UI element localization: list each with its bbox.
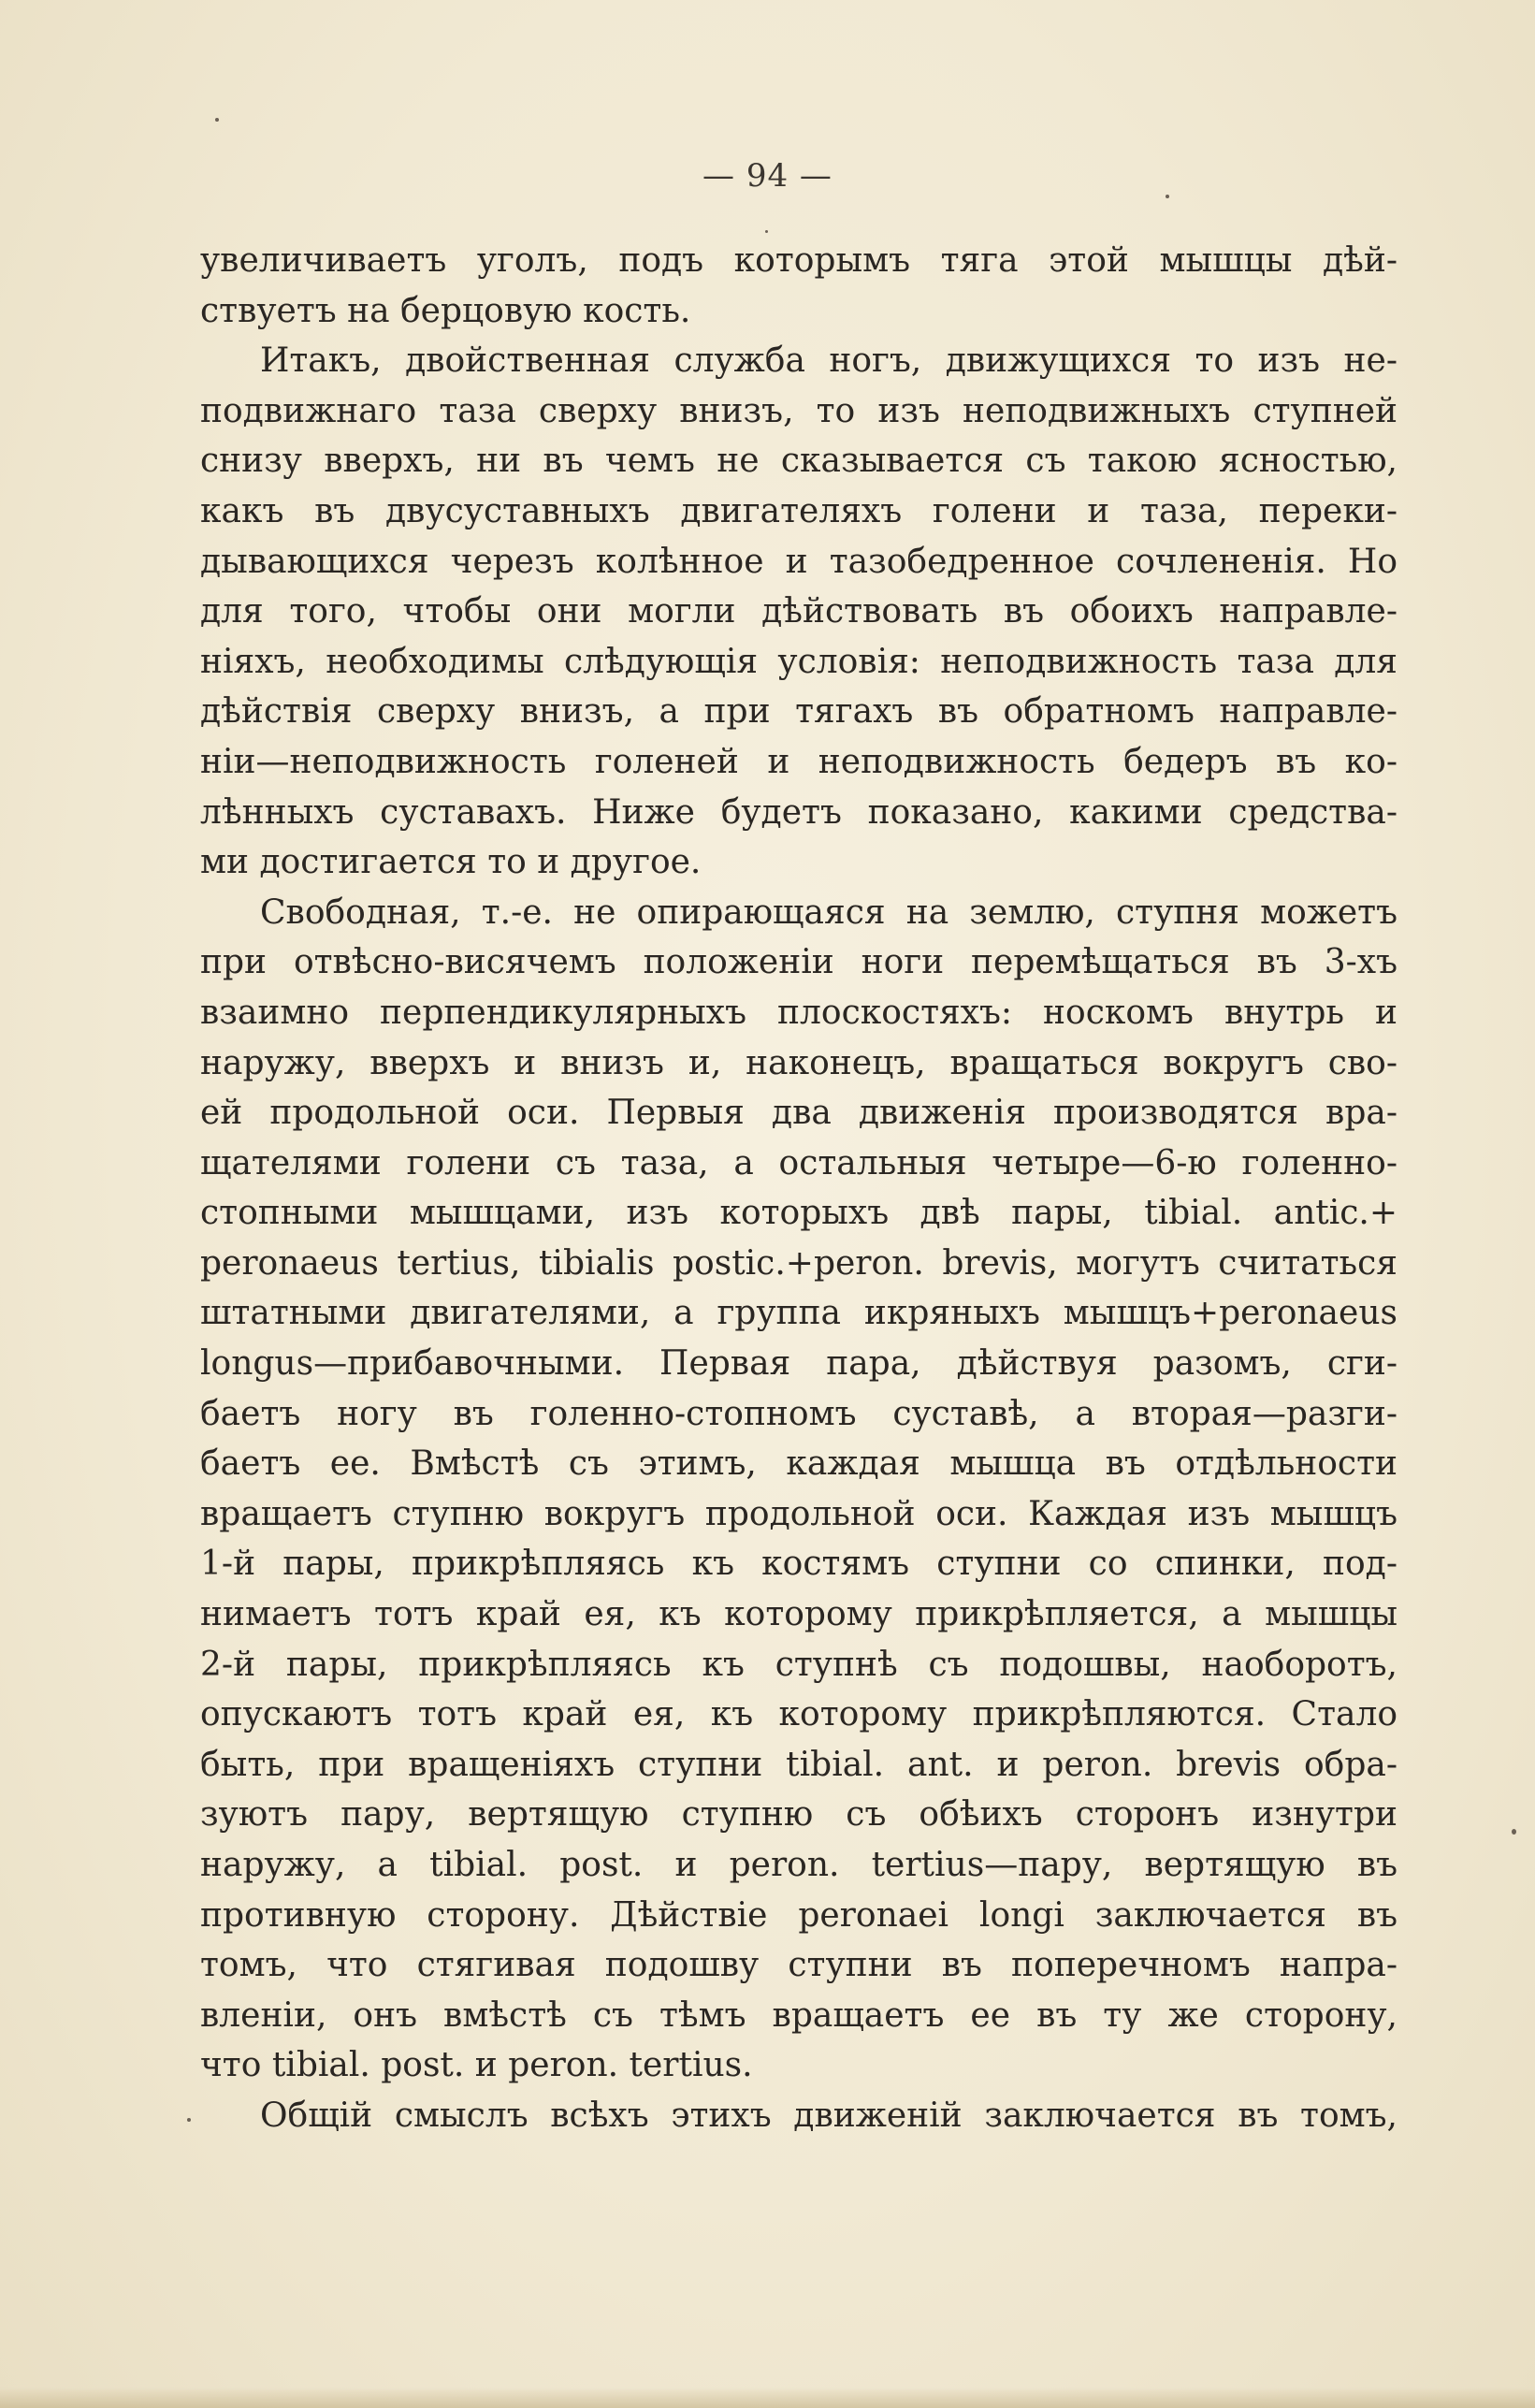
ink-speck: [215, 118, 219, 122]
text-line: противную сторону. Дѣйствіе peronaei longi заключается въ: [200, 1895, 1397, 1935]
text-line: баетъ ее. Вмѣстѣ съ этимъ, каждая мышца въ отдѣльности: [200, 1444, 1397, 1484]
ink-speck: [765, 230, 768, 233]
text-line: наружу, вверхъ и внизъ и, наконецъ, вращаться вокругъ сво-: [200, 1043, 1397, 1082]
text-line: лѣнныхъ суставахъ. Ниже будетъ показано, какими средства-: [200, 792, 1397, 832]
text-line: 1-й пары, прикрѣпляясь къ костямъ ступни со спинки, под-: [200, 1545, 1397, 1584]
text-line: увеличиваетъ уголъ, подъ которымъ тяга этой мышцы дѣй-: [200, 241, 1397, 280]
text-line: Свободная, т.-е. не опирающаяся на землю, ступня можетъ: [260, 892, 1397, 932]
text-line: стопными мышцами, изъ которыхъ двѣ пары, tibial. antic.+: [200, 1194, 1397, 1233]
text-line: Итакъ, двойственная служба ногъ, движущихся то изъ не-: [260, 341, 1397, 381]
text-line: нимаетъ тотъ край ея, къ которому прикрѣпляется, а мышцы: [200, 1595, 1397, 1634]
text-line: наружу, а tibial. post. и peron. tertius—пару, вертящую въ: [200, 1846, 1397, 1884]
text-line: ніяхъ, необходимы слѣдующія условія: неподвижность таза для: [200, 642, 1397, 681]
text-line: подвижнаго таза сверху внизъ, то изъ неподвижныхъ ступней: [200, 391, 1397, 430]
text-line: дѣйствія сверху внизъ, а при тягахъ въ обратномъ направле-: [200, 692, 1397, 732]
text-line: снизу вверхъ, ни въ чемъ не сказывается съ такою ясностью,: [200, 442, 1397, 481]
text-line: дывающихся черезъ колѣнное и тазобедренное сочлененія. Но: [200, 542, 1397, 581]
ink-speck: [1166, 195, 1169, 198]
ink-speck: [1512, 1829, 1516, 1835]
text-line: 2-й пары, прикрѣпляясь къ ступнѣ съ подошвы, наоборотъ,: [200, 1645, 1397, 1684]
page-number: — 94 —: [702, 157, 833, 195]
text-line: быть, при вращеніяхъ ступни tibial. ant. и peron. brevis обра-: [200, 1745, 1397, 1784]
text-line: взаимно перпендикулярныхъ плоскостяхъ: носкомъ внутрь и: [200, 993, 1397, 1032]
text-line: вращаетъ ступню вокругъ продольной оси. Каждая изъ мышцъ: [200, 1494, 1397, 1533]
text-line: Общій смыслъ всѣхъ этихъ движеній заключается въ томъ,: [260, 2096, 1397, 2135]
text-line: опускаютъ тотъ край ея, къ которому прикрѣпляются. Стало: [200, 1695, 1397, 1734]
text-line: томъ, что стягивая подошву ступни въ поперечномъ напра-: [200, 1946, 1397, 1985]
text-line: какъ въ двусуставныхъ двигателяхъ голени и таза, переки-: [200, 491, 1397, 530]
text-line: штатными двигателями, а группа икряныхъ мышцъ+peronaeus: [200, 1294, 1397, 1333]
text-line: ей продольной оси. Первыя два движенія производятся вра-: [200, 1094, 1397, 1133]
text-line: ми достигается то и другое.: [200, 843, 702, 882]
text-line: баетъ ногу въ голенно-стопномъ суставѣ, а вторая—разги-: [200, 1394, 1397, 1433]
text-line: peronaeus tertius, tibialis postic.+peron. brevis, могутъ считаться: [200, 1243, 1397, 1283]
text-line: вленіи, онъ вмѣстѣ съ тѣмъ вращаетъ ее въ ту же сторону,: [200, 1995, 1397, 2035]
text-line: при отвѣсно-висячемъ положеніи ноги перемѣщаться въ 3-хъ: [200, 943, 1397, 982]
page-edge-shading: [0, 2387, 1535, 2408]
text-line: ніи—неподвижность голеней и неподвижность бедеръ въ ко-: [200, 742, 1397, 781]
text-line: щателями голени съ таза, а остальныя четыре—6-ю голенно-: [200, 1143, 1397, 1182]
text-line: зуютъ пару, вертящую ступню съ обѣихъ сторонъ изнутри: [200, 1795, 1397, 1835]
body-text: [200, 236, 1397, 2141]
text-line: ствуетъ на берцовую кость.: [200, 291, 691, 330]
text-line: для того, чтобы они могли дѣйствовать въ обоихъ направле-: [200, 592, 1397, 631]
text-line: что tibial. post. и peron. tertius.: [200, 2046, 753, 2085]
text-line: longus—прибавочными. Первая пара, дѣйствуя разомъ, сги-: [200, 1344, 1397, 1384]
ink-speck: [187, 2118, 191, 2122]
